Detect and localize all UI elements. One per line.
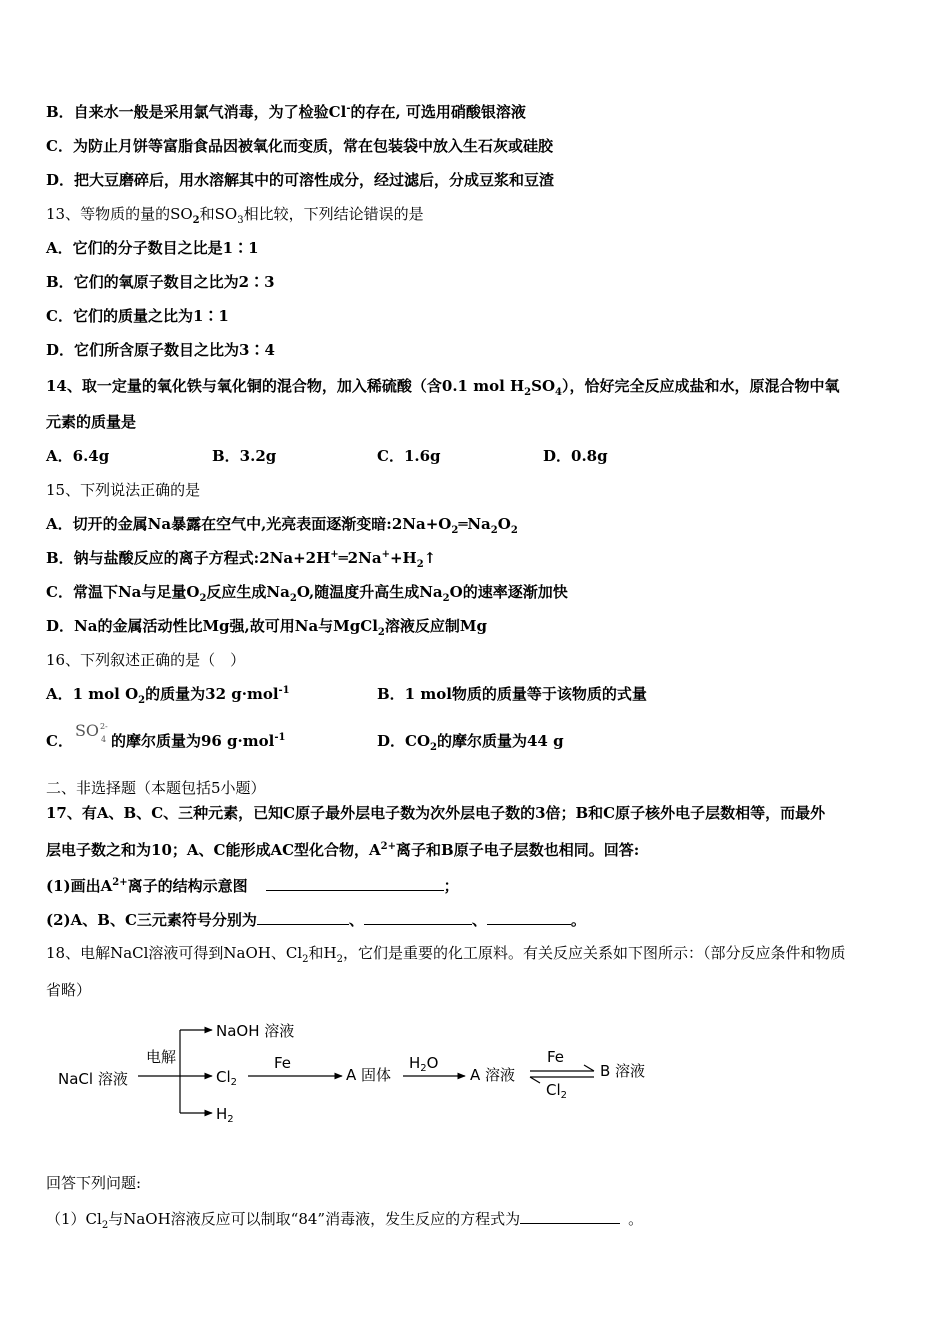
q16-option-d: D．$CO_2$的摩尔质量为44 g	[377, 732, 564, 753]
answer-blank[interactable]	[487, 908, 571, 925]
q17-part1: (1)画出$A^{2+}$离子的结构示意图 ；	[46, 874, 459, 896]
sulfate-ion-formula: SO 2- 4	[74, 721, 108, 744]
naoh-solution-label: NaOH 溶液	[216, 1022, 295, 1040]
answer-blank[interactable]	[257, 908, 349, 925]
q16-option-a: A．1 mol $O_2$的质量为32 g·mol$^{-1}$	[46, 685, 290, 706]
answer-blank[interactable]	[364, 908, 472, 925]
q17-stem-line2: 层电子数之和为10；A、C能形成AC型化合物，$A^{2+}$离子和B原子电子层数也相同。回答:	[46, 841, 640, 859]
reaction-diagram	[46, 1010, 686, 1140]
q12-option-c: C．为防止月饼等富脂食品因被氧化而变质，常在包装袋中放入生石灰或硅胶	[46, 137, 553, 155]
q18-part1: $(1)Cl_2$与NaOH溶液反应可以制取“84”消毒液，发生反应的方程式为 。	[46, 1207, 643, 1229]
q15-option-a: A．切开的金属Na暴露在空气中,光亮表面逐渐变暗$:2Na+O_2═Na_2O_2$	[46, 515, 518, 536]
fe-label-2: Fe	[547, 1048, 565, 1066]
answer-blank[interactable]	[266, 874, 444, 891]
q14-option-b: B．3.2g	[212, 447, 277, 465]
q13-option-d: D．它们所含原子数目之比为3∶4	[46, 341, 275, 359]
answer-blank[interactable]	[520, 1207, 620, 1224]
electrolysis-label: 电解	[146, 1048, 177, 1066]
q14-option-d: D．0.8g	[543, 447, 608, 465]
q14-option-c: C．1.6g	[377, 447, 441, 465]
q15-option-c: C．常温下Na与足量$O_2$反应生成$Na_2O$,随温度升高生成$Na_2O$的速率逐渐加快	[46, 583, 568, 604]
q15-option-b: B．钠与盐酸反应的离子方程式$:2Na+2H^+═2Na^++H_2↑$	[46, 549, 437, 570]
q12-option-d: D．把大豆磨碎后，用水溶解其中的可溶性成分，经过滤后，分成豆浆和豆渣	[46, 171, 555, 189]
cl2-label-2: $Cl_2$	[546, 1081, 568, 1101]
q16-option-b: B．1 mol物质的质量等于该物质的式量	[377, 685, 647, 703]
q18-answer-intro: 回答下列问题:	[46, 1174, 142, 1192]
cl2-label: $Cl_2$	[216, 1068, 238, 1088]
q17-stem-line1: 17、有A、B、C、三种元素，已知C原子最外层电子数为次外层电子数的3倍；B和C原子核外电子层数相等，而最外	[46, 804, 826, 822]
q15-stem: 15、下列说法正确的是	[46, 481, 201, 499]
q13-option-c: C．它们的质量之比为1∶1	[46, 307, 229, 325]
q18-stem-line2: 省略）	[46, 981, 92, 999]
q17-part2: (2)A、B、C三元素符号分别为 、 、 。	[46, 908, 586, 930]
q14-option-a: A．6.4g	[46, 447, 110, 465]
q16-stem: 16、下列叙述正确的是（ ）	[46, 651, 246, 669]
q15-option-d: D．Na的金属活动性比Mg强,故可用Na与MgCl$_2$溶液反应制Mg	[46, 617, 487, 638]
fe-label: Fe	[274, 1054, 292, 1072]
reverse-arrow-head	[530, 1077, 540, 1083]
q16-option-c: C． SO 2- 4 的摩尔质量为96 g·mol$^{-1}$	[46, 721, 286, 750]
h2-label: $H_2$	[216, 1105, 234, 1125]
a-solid-label: A 固体	[346, 1066, 392, 1084]
q14-stem-line2: 元素的质量是	[46, 413, 137, 431]
q18-stem-line1: 18、电解NaCl溶液可得到NaOH、$Cl_2$和$H_2$，它们是重要的化工原料。有关反应关系如下图所示：（部分反应条件和物质	[46, 944, 846, 965]
q14-stem: 14、取一定量的氧化铁与氧化铜的混合物，加入稀硫酸（含0.1 mol $H_2SO_4$），恰好完全反应成盐和水，原混合物中氧	[46, 377, 840, 398]
section-heading: 二、非选择题（本题包括5小题）	[46, 779, 266, 797]
b-solution-label: B 溶液	[600, 1062, 646, 1080]
q13-stem: 13、等物质的量的$SO_2$和$SO_3$相比较，下列结论错误的是	[46, 205, 424, 226]
nacl-solution-label: NaCl 溶液	[58, 1070, 128, 1088]
q12-option-b: B．自来水一般是采用氯气消毒，为了检验Cl-的存在, 可选用硝酸银溶液	[46, 103, 526, 121]
a-solution-label: A 溶液	[470, 1066, 516, 1084]
h2o-label: $H_2O$	[409, 1054, 439, 1074]
q13-option-b: B．它们的氧原子数目之比为2∶3	[46, 273, 275, 291]
q13-option-a: A．它们的分子数目之比是1∶1	[46, 239, 259, 257]
forward-arrow-head	[584, 1065, 594, 1071]
